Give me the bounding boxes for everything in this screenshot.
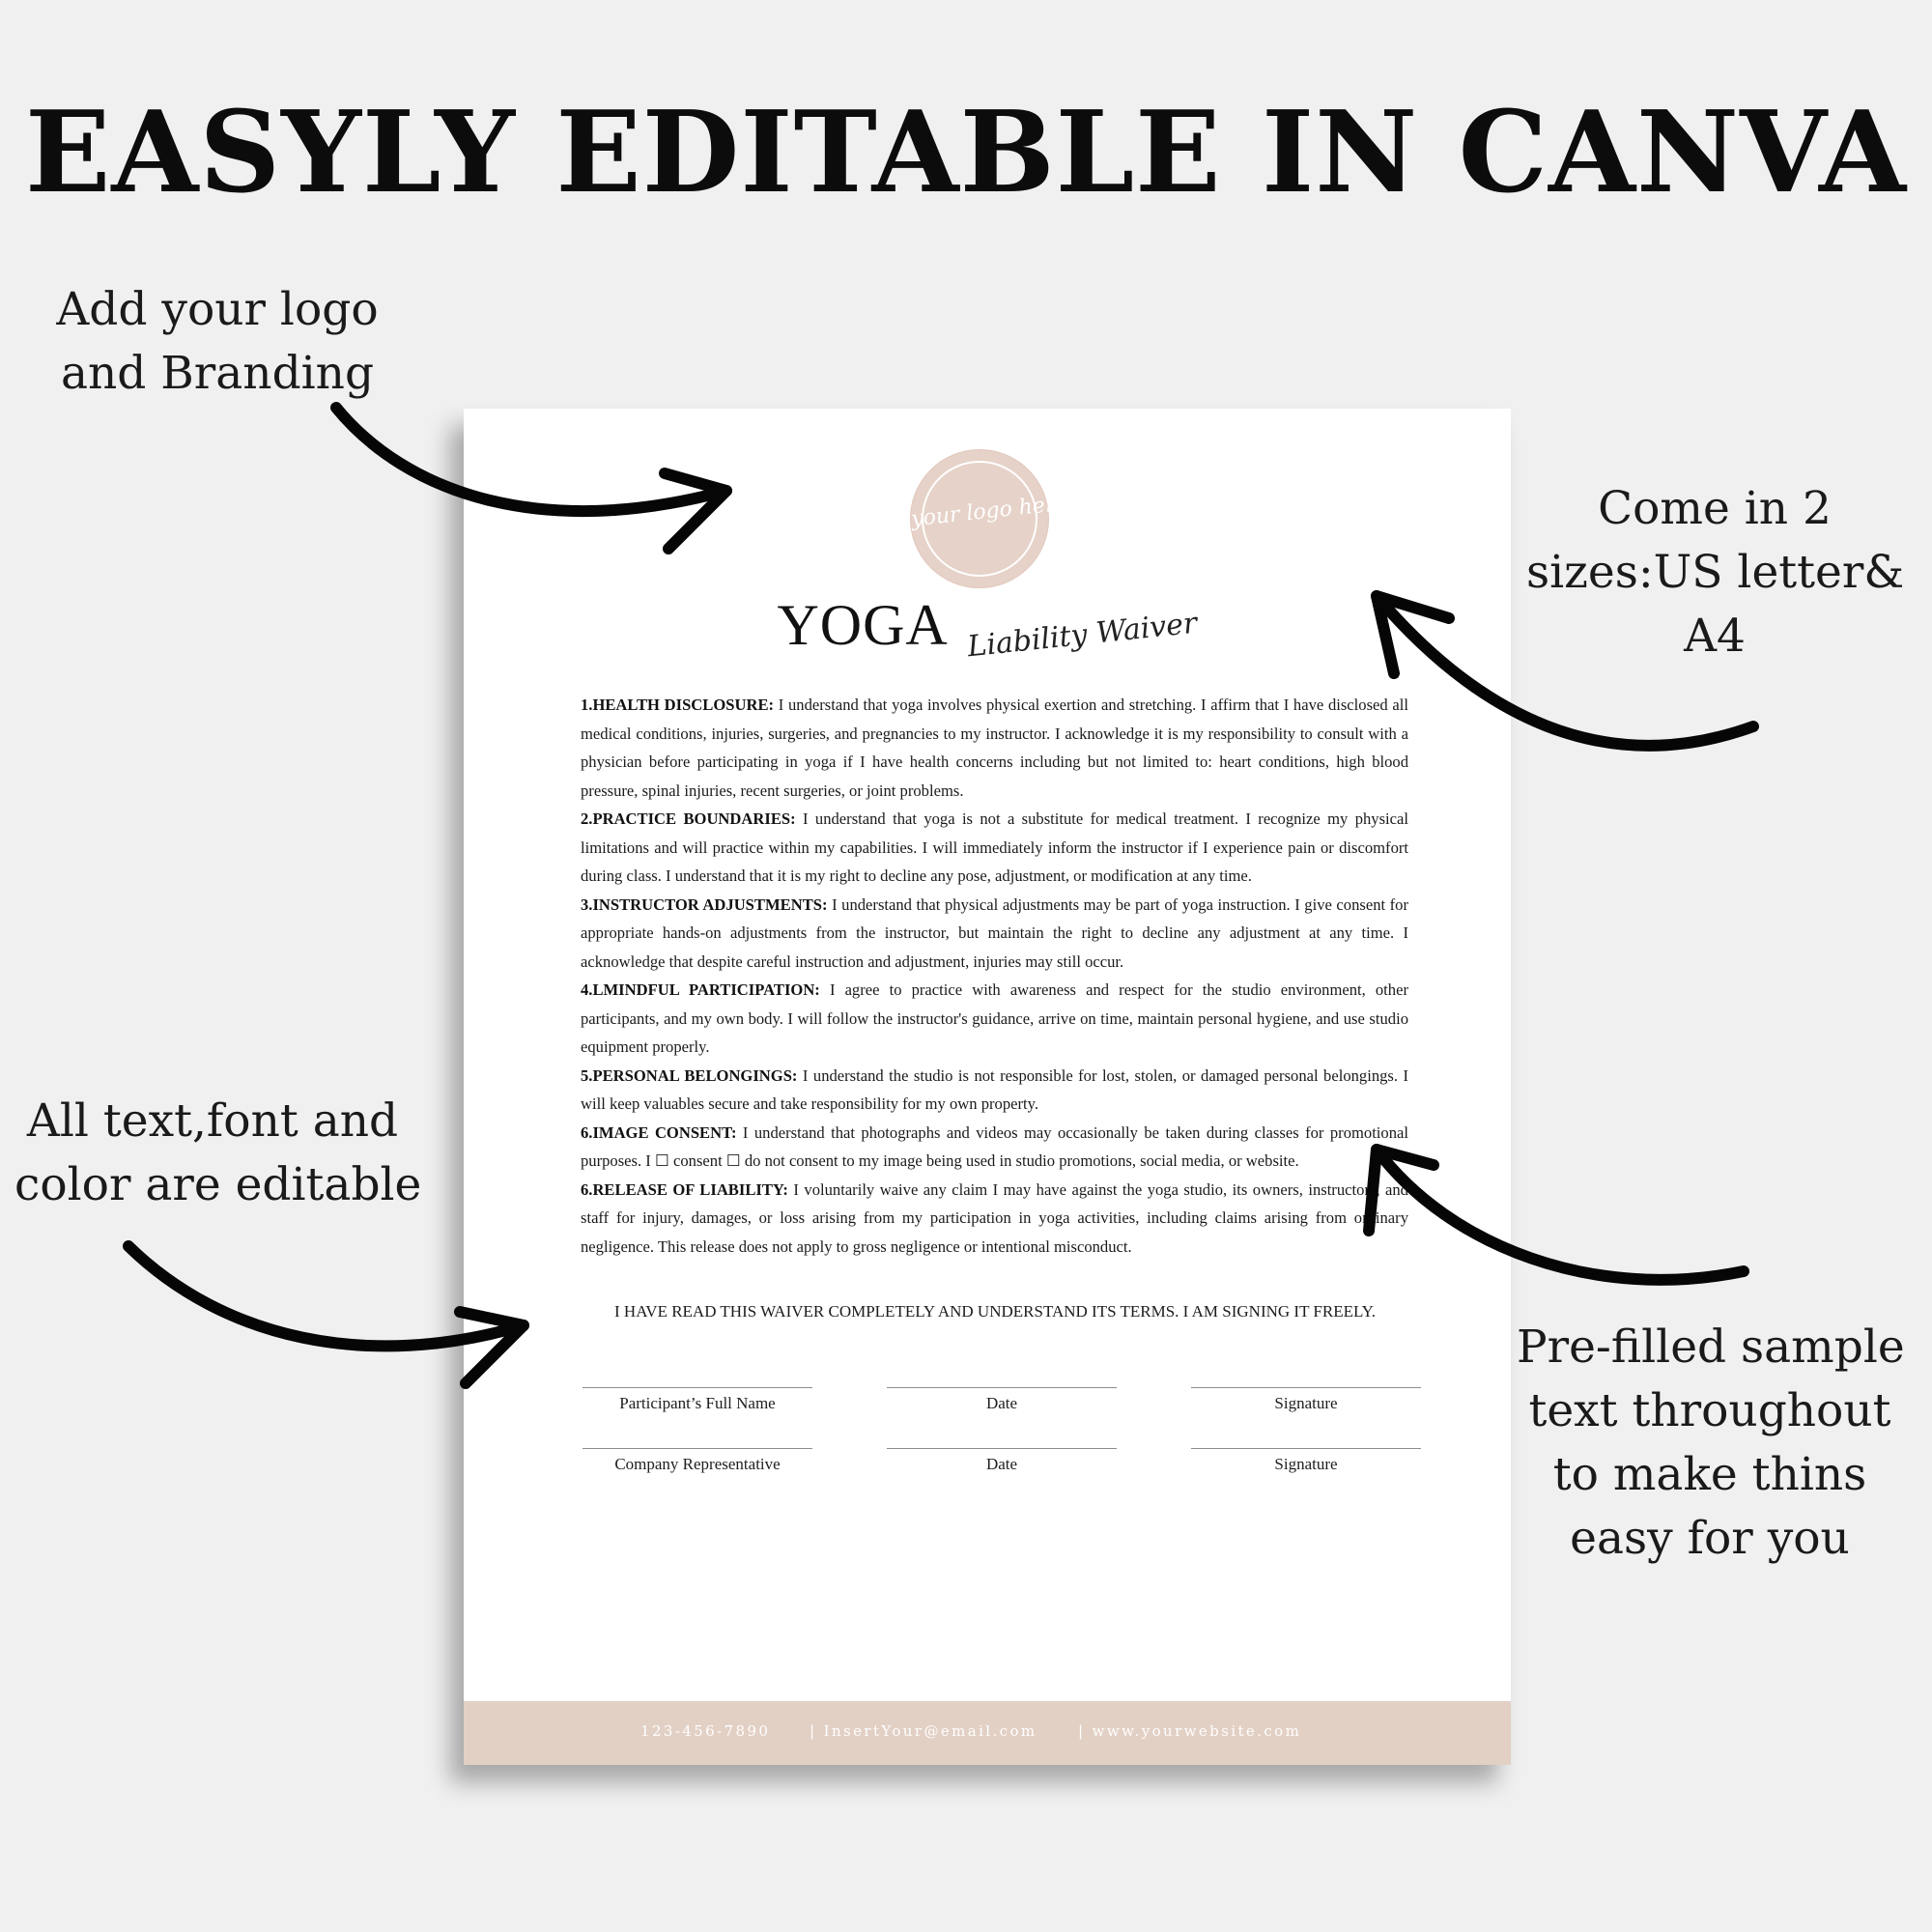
callout-line: Add your logo	[56, 283, 379, 336]
arrow-to-logo-icon	[336, 408, 726, 549]
field-label: Date	[985, 1455, 1018, 1473]
field-label: Date	[985, 1394, 1018, 1412]
callout-line: text throughout	[1528, 1384, 1891, 1437]
field-label: Company Representative	[614, 1455, 781, 1473]
clause-text: I understand that physical adjustments may be part of yoga instruction. I give consent for appropriate hands-on adjustments from the instructor, but maintain the right to decline any adjustment at any time. I acknowledge that despite careful instruction and adjustment, injuries may still occur.	[581, 895, 1408, 971]
headline: EASYLY EDITABLE IN CANVA	[24, 87, 1908, 218]
clause-heading: 3.INSTRUCTOR ADJUSTMENTS:	[581, 895, 828, 914]
callout-line: color are editable	[14, 1158, 422, 1211]
field-label: Signature	[1274, 1394, 1338, 1412]
clause-text: I understand that yoga is not a substitute for medical treatment. I recognize my physical limitations and will practice within my capabilities. I will immediately inform the instructor if I experience pain or discomfort during class. I understand that it is my right to decline any pose, adjustment, or modification at any time.	[581, 810, 1409, 885]
title-main: YOGA	[777, 593, 949, 657]
clause-heading: 2.PRACTICE BOUNDARIES:	[581, 810, 796, 828]
callout-line: to make thins	[1552, 1448, 1867, 1501]
footer-phone: 123-456-7890	[640, 1722, 771, 1740]
callout-line: sizes:US letter&	[1526, 546, 1905, 599]
title-script: Liability Waiver	[965, 606, 1199, 665]
callout-line: easy for you	[1570, 1512, 1850, 1565]
clause-heading: 4.LMINDFUL PARTICIPATION:	[581, 980, 820, 999]
callout-line: All text,font and	[26, 1094, 399, 1148]
clause-heading: 1.HEALTH DISCLOSURE:	[581, 696, 775, 714]
clause-text: I understand that photographs and videos may occasionally be taken during classes for promotional purposes. I ☐ consent ☐ do not consent to my image being used in studio promotions, social media, or website.	[581, 1122, 1408, 1170]
callout-line: A4	[1684, 610, 1746, 663]
field-label: Participant’s Full Name	[619, 1394, 776, 1412]
arrow-to-body-text-icon	[128, 1246, 524, 1383]
signing-statement: I HAVE READ THIS WAIVER COMPLETELY AND UNDERSTAND ITS TERMS. I AM SIGNING IT FREELY.	[614, 1302, 1376, 1321]
logo-text: your logo here	[910, 491, 1069, 532]
callout-line: and Branding	[60, 347, 375, 400]
arrow-to-document-edge-icon	[1377, 596, 1753, 746]
clause-text: I voluntarily waive any claim I may have against the yoga studio, its owners, instructors, and staff for injury, damages, or loss arising from my participation in yoga activities, including claims arising from ordinary negligence. This release does not apply to gross negligence or intentional misconduct.	[581, 1179, 1408, 1256]
clause-text: I understand the studio is not responsible for lost, stolen, or damaged personal belongings. I will keep valuables secure and take responsibility for my own property.	[581, 1065, 1409, 1113]
footer-website: | www.yourwebsite.com	[1078, 1722, 1302, 1740]
callout-line: Come in 2	[1598, 482, 1832, 535]
clause-heading: 6.IMAGE CONSENT:	[581, 1122, 737, 1142]
field-label: Signature	[1274, 1455, 1338, 1473]
clause-text: I agree to practice with awareness and respect for the studio environment, other participants, and my own body. I will follow the instructor's guidance, arrive on time, maintain personal hygiene, and use studio equipment properly.	[581, 980, 1408, 1056]
clause-text: I understand that yoga involves physical exertion and stretching. I affirm that I have disclosed all medical conditions, injuries, surgeries, and pregnancies to my instructor. I acknowledge it is my responsibility to consult with a physician before participating in yoga if I have health concerns including but not limited to: heart conditions, high blood pressure, spinal injuries, recent surgeries, or joint problems.	[581, 696, 1408, 800]
callout-line: Pre-filled sample	[1517, 1321, 1905, 1374]
footer-email: | InsertYour@email.com	[810, 1722, 1037, 1740]
arrow-to-clause-text-icon	[1369, 1150, 1744, 1280]
clause-heading: 6.RELEASE OF LIABILITY:	[581, 1179, 788, 1199]
clause-heading: 5.PERSONAL BELONGINGS:	[581, 1065, 798, 1085]
